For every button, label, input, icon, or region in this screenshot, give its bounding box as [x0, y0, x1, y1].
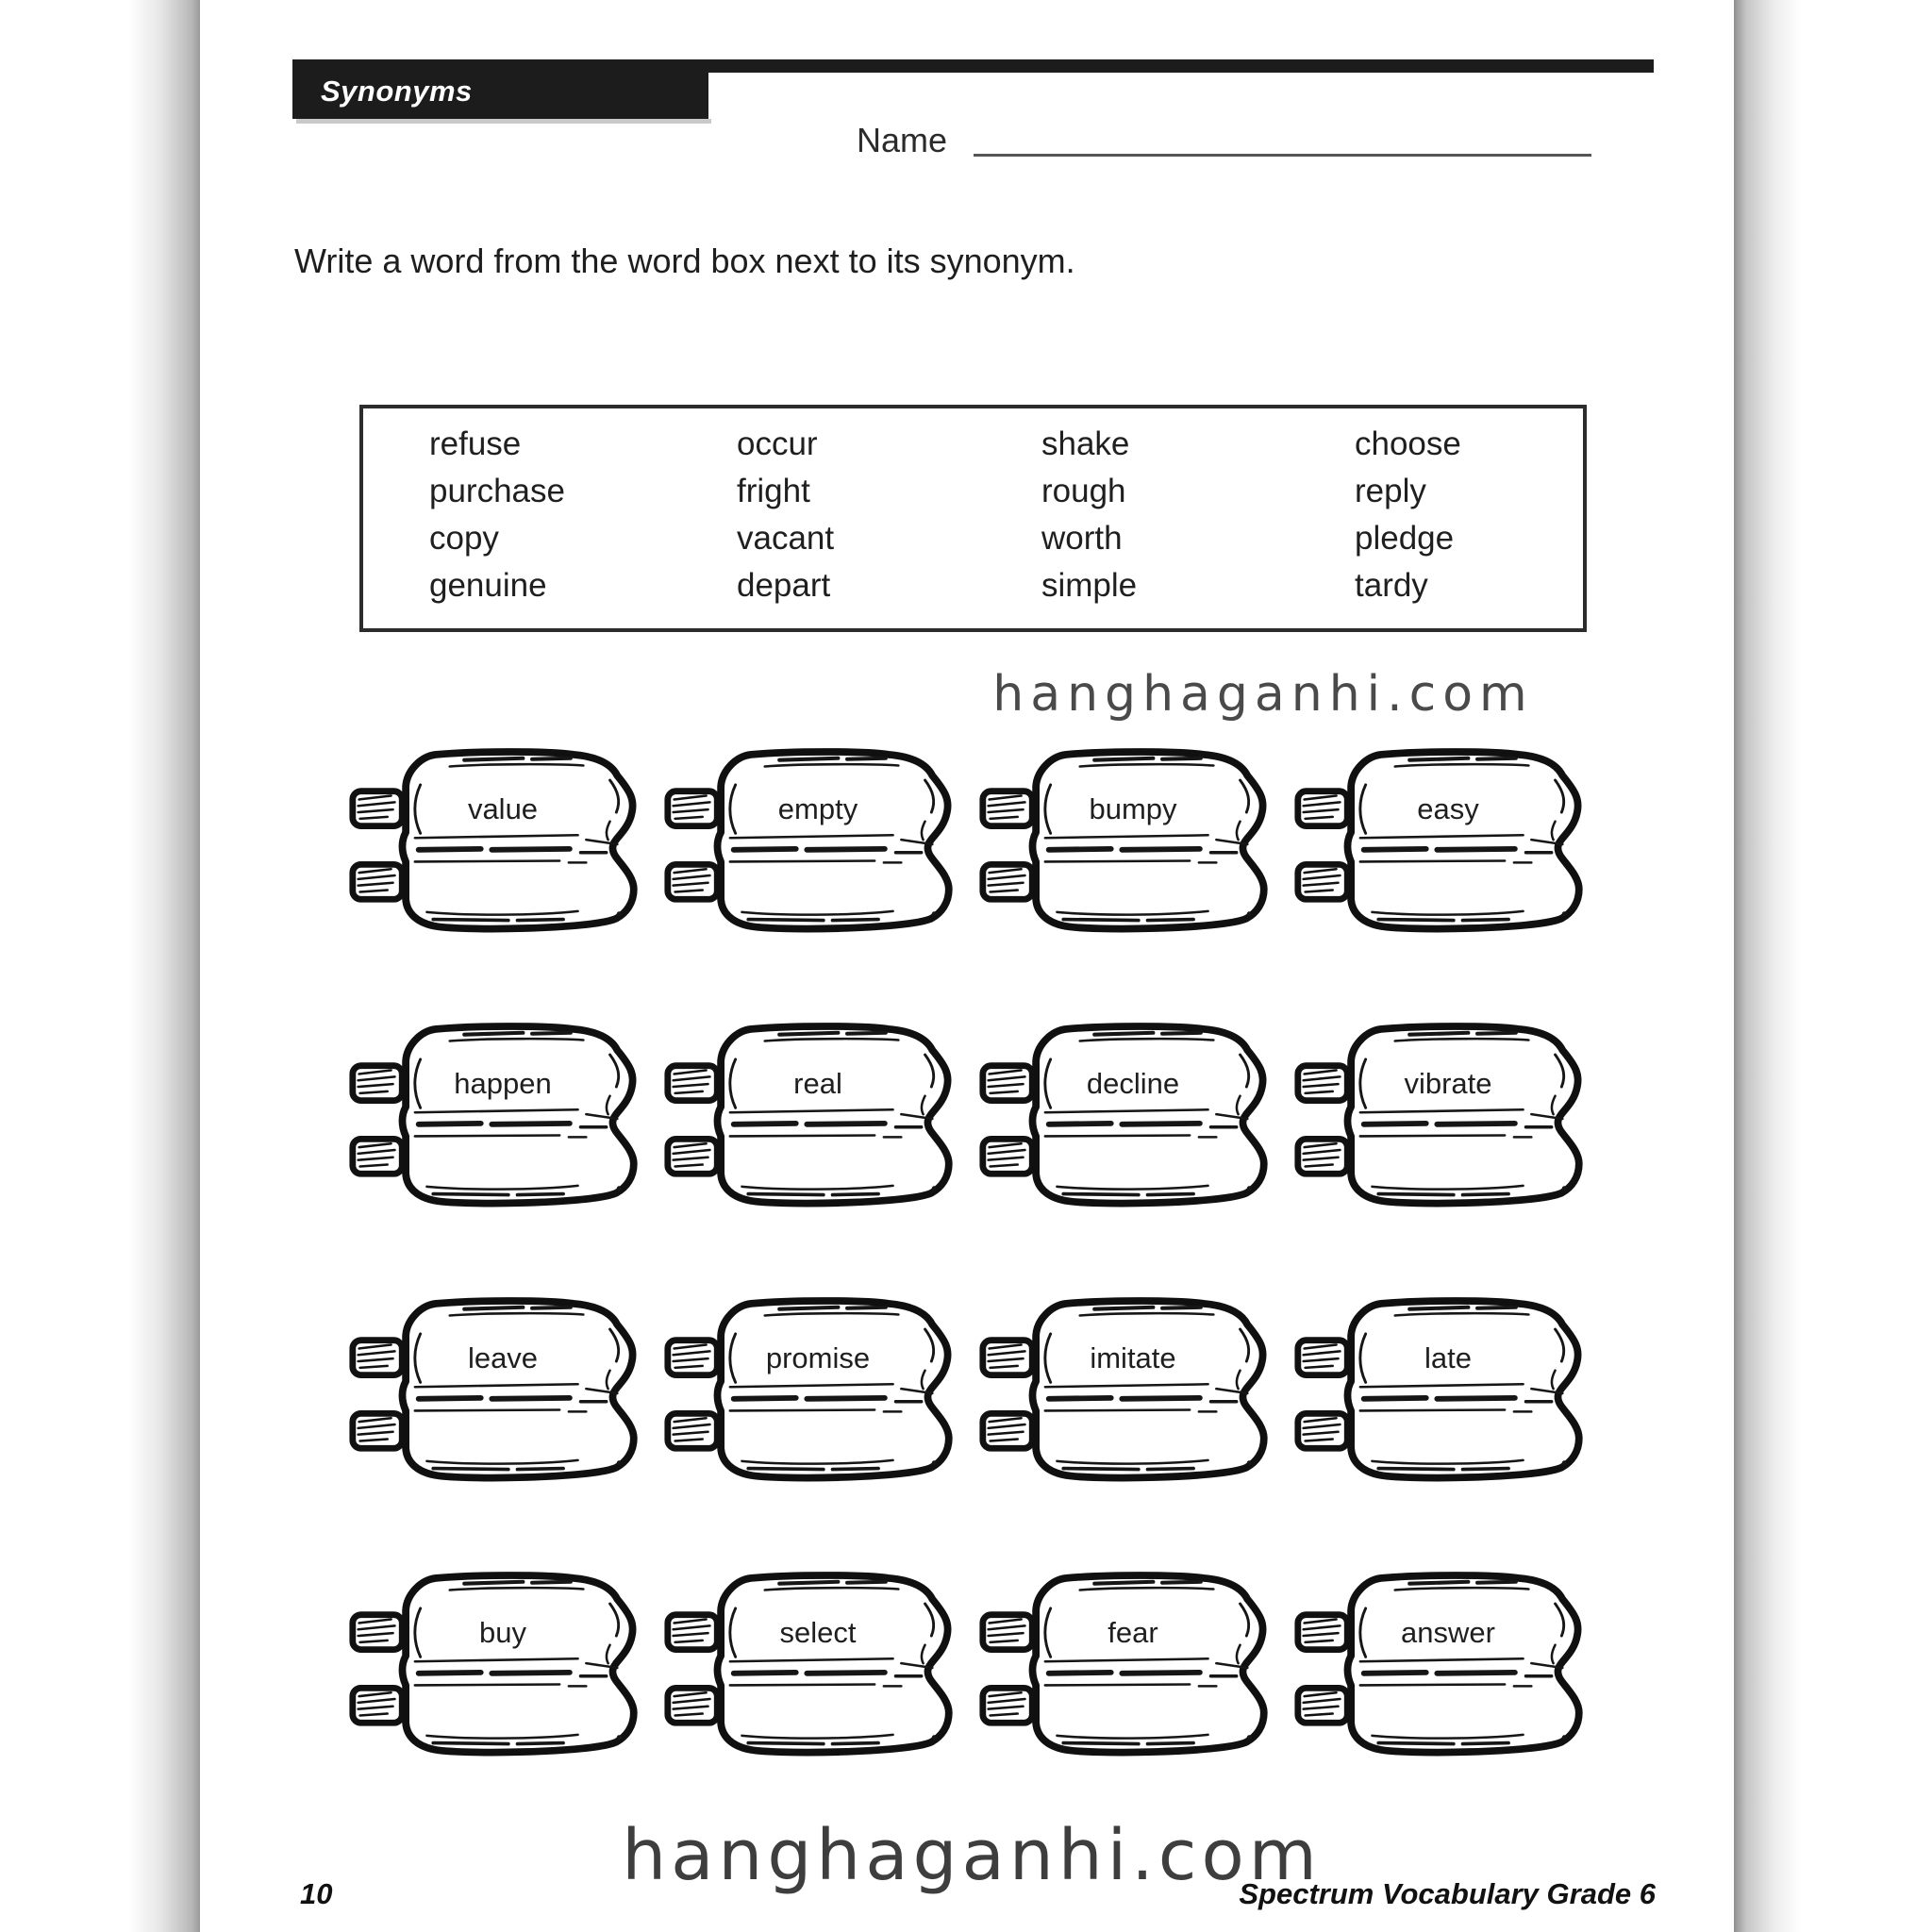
word-box-item: vacant [737, 520, 835, 557]
answer-blank[interactable] [1036, 863, 1251, 922]
given-word: real [793, 1067, 842, 1100]
word-box-column [429, 421, 565, 609]
watermark-middle: hanghaganhi.com [992, 666, 1534, 723]
word-box-item: purchase [429, 473, 565, 509]
given-word: bumpy [1089, 792, 1177, 825]
section-title: Synonyms [321, 75, 473, 108]
synonym-marker-cell [1292, 1297, 1607, 1491]
answer-blank[interactable] [406, 1412, 621, 1471]
synonym-marker-cell [977, 1023, 1292, 1216]
given-word: value [467, 792, 539, 825]
synonym-marker-cell [662, 748, 977, 941]
answer-blank[interactable] [721, 1138, 936, 1196]
section-tab [292, 59, 708, 119]
synonym-marker-cell [347, 1023, 662, 1216]
answer-blank[interactable] [721, 1687, 936, 1745]
given-word: decline [1086, 1067, 1180, 1100]
watermark-bottom: hanghaganhi.com [622, 1815, 1322, 1896]
word-box-item: copy [429, 520, 499, 557]
word-box-item: depart [737, 567, 831, 604]
answer-blank[interactable] [406, 1138, 621, 1196]
given-word: easy [1417, 792, 1479, 825]
word-box-item: fright [737, 473, 810, 509]
answer-blank[interactable] [1351, 863, 1566, 922]
word-box-item: worth [1041, 520, 1123, 557]
answer-blank[interactable] [1036, 1412, 1251, 1471]
given-word: select [779, 1616, 857, 1649]
word-box-item: tardy [1355, 567, 1428, 604]
name-write-line[interactable] [974, 123, 1591, 157]
word-box-column [1355, 421, 1461, 609]
synonym-marker-cell [977, 748, 1292, 941]
word-box-item: shake [1041, 425, 1130, 462]
section-tab-shadow [296, 119, 711, 124]
answer-blank[interactable] [721, 863, 936, 922]
answer-blank[interactable] [1351, 1412, 1566, 1471]
word-box-item: pledge [1355, 520, 1455, 557]
word-box-item: refuse [429, 425, 522, 462]
given-word: leave [467, 1341, 539, 1374]
word-box-item: reply [1355, 473, 1426, 509]
given-word: imitate [1090, 1341, 1176, 1374]
synonym-marker-cell [1292, 748, 1607, 941]
answer-blank[interactable] [1036, 1687, 1251, 1745]
word-box-item: genuine [429, 567, 547, 604]
synonym-marker-cell [662, 1297, 977, 1491]
synonym-marker-cell [977, 1572, 1292, 1765]
given-word: vibrate [1404, 1067, 1492, 1100]
page-edge-shadow-right [1734, 0, 1802, 1932]
page-number: 10 [300, 1877, 333, 1910]
synonym-marker-cell [1292, 1572, 1607, 1765]
given-word: promise [765, 1341, 871, 1374]
synonym-marker-cell [347, 1572, 662, 1765]
synonym-marker-cell [347, 748, 662, 941]
synonym-marker-cell [662, 1572, 977, 1765]
page-edge-shadow-left [128, 0, 200, 1932]
synonym-marker-cell [977, 1297, 1292, 1491]
given-word: happen [454, 1067, 552, 1100]
answer-blank[interactable] [721, 1412, 936, 1471]
book-title: Spectrum Vocabulary Grade 6 [1239, 1877, 1656, 1910]
word-box-column [737, 421, 834, 609]
answer-blank[interactable] [406, 1687, 621, 1745]
synonym-marker-cell [347, 1297, 662, 1491]
word-box-item: simple [1041, 567, 1138, 604]
name-label: Name [857, 121, 948, 159]
synonym-marker-cell [1292, 1023, 1607, 1216]
given-word: empty [777, 792, 858, 825]
answer-blank[interactable] [1351, 1687, 1566, 1745]
given-word: fear [1108, 1616, 1158, 1649]
word-box-item: rough [1041, 473, 1126, 509]
given-word: buy [479, 1616, 526, 1649]
synonym-marker-cell [662, 1023, 977, 1216]
answer-blank[interactable] [1351, 1138, 1566, 1196]
synonym-marker-grid [347, 748, 1607, 1765]
word-box [359, 405, 1587, 632]
word-box-column [1041, 421, 1137, 609]
given-word: late [1424, 1341, 1472, 1374]
instruction-text: Write a word from the word box next to its synonym. [294, 242, 1075, 280]
given-word: answer [1401, 1616, 1495, 1649]
word-box-item: occur [737, 425, 818, 462]
word-box-item: choose [1355, 425, 1461, 462]
answer-blank[interactable] [1036, 1138, 1251, 1196]
answer-blank[interactable] [406, 863, 621, 922]
